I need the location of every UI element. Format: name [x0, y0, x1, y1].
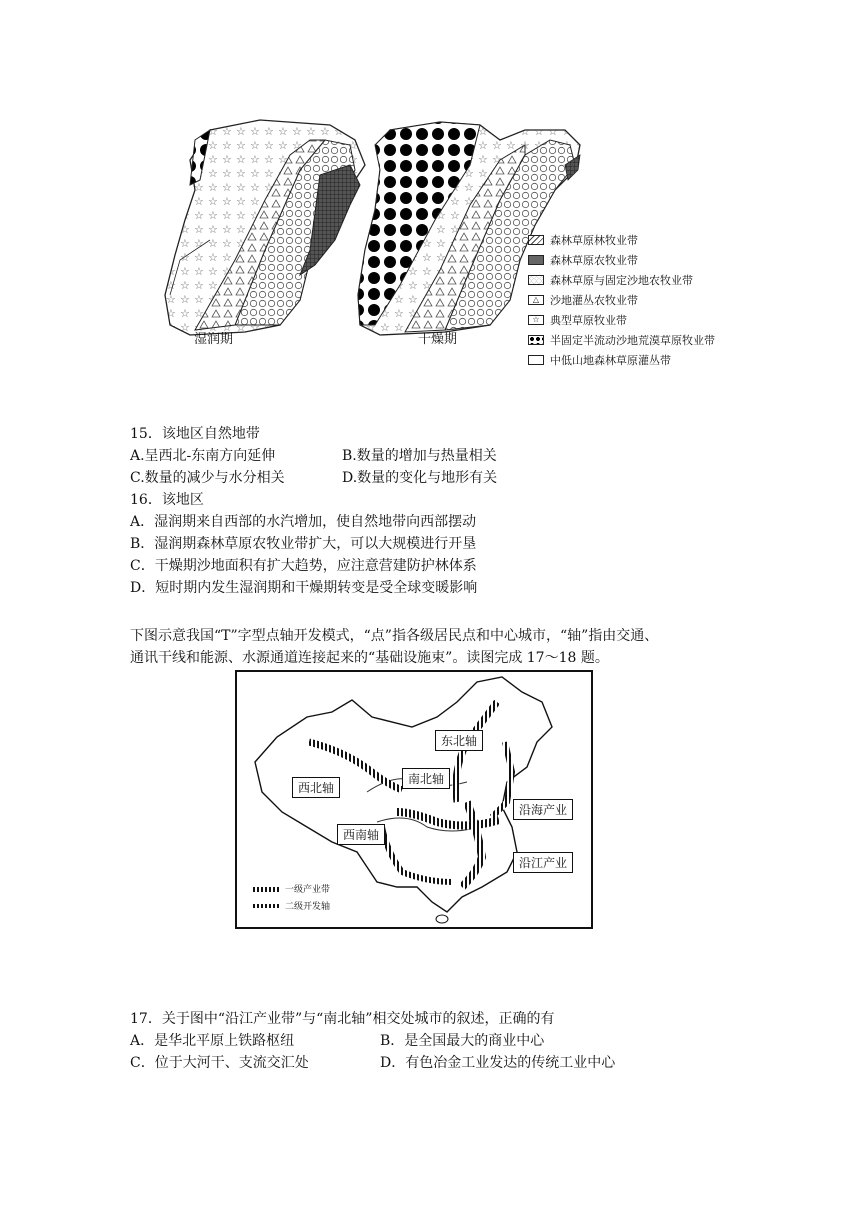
label-yanhai-industry: 沿海产业: [513, 799, 573, 820]
zone-legend: [528, 232, 748, 372]
legend-label: 中低山地森林草原灌丛带: [550, 354, 671, 367]
humid-period-map: [165, 120, 365, 335]
legend-item: [528, 352, 671, 368]
legend-label: 森林草原与固定沙地农牧业带: [550, 274, 693, 287]
legend-item: [528, 272, 693, 288]
q16-option-d: D．短时期内发生湿润期和干燥期转变是受全球变暖影响: [130, 580, 478, 596]
label-nanbei-axis: 南北轴: [402, 768, 450, 789]
swatch-stars: ☆: [528, 315, 544, 325]
dry-caption: 干燥期: [418, 332, 458, 347]
legend-item: [528, 232, 638, 248]
legend-label: 半固定半流动沙地荒漠草原牧业带: [550, 334, 715, 347]
q15-option-d: D.数量的变化与地形有关: [342, 470, 498, 486]
q16-option-c: C．干燥期沙地面积有扩大趋势，应注意营建防护林体系: [130, 558, 477, 574]
q15-option-a: A.呈西北-东南方向延伸: [130, 448, 276, 464]
swatch-dark-grid: [528, 255, 544, 265]
legend-item: [528, 292, 638, 308]
legend-label: 森林草原农牧业带: [550, 254, 638, 267]
swatch-diagonal: [528, 235, 544, 245]
swatch-triangles: △: [528, 295, 544, 305]
label-dongbei-axis: 东北轴: [435, 730, 483, 751]
intro-line-1: 下图示意我国“T”字型点轴开发模式，“点”指各级居民点和中心城市，“轴”指由交通、: [130, 628, 659, 644]
q16-option-b: B．湿润期森林草原农牧业带扩大，可以大规模进行开垦: [130, 536, 477, 552]
label-xibei-axis: 西北轴: [292, 777, 340, 798]
swatch-blank: [528, 355, 544, 365]
q17-option-a: A．是华北平原上铁路枢纽: [130, 1033, 295, 1049]
svg-text:二级开发轴: 二级开发轴: [285, 902, 331, 912]
swatch-black-dots: [528, 335, 544, 345]
question-15-stem: 15．该地区自然地带: [130, 426, 260, 442]
axis-legend: [251, 883, 330, 912]
legend-label: 沙地灌丛农牧业带: [550, 294, 638, 307]
swatch-circles: [528, 275, 544, 285]
svg-text:一级产业带: 一级产业带: [285, 885, 331, 895]
q17-option-b: B．是全国最大的商业中心: [380, 1033, 545, 1049]
q17-option-c: C．位于大河干、支流交汇处: [130, 1055, 309, 1071]
q16-option-a: A．湿润期来自西部的水汽增加，使自然地带向西部摆动: [130, 514, 477, 530]
question-17-stem: 17．关于图中“沿江产业带”与“南北轴”相交处城市的叙述，正确的有: [130, 1011, 555, 1027]
china-axis-map: [235, 670, 593, 929]
label-yanjiang-industry: 沿江产业: [513, 852, 573, 873]
q15-option-b: B.数量的增加与热量相关: [342, 448, 497, 464]
legend-label: 典型草原牧业带: [550, 314, 627, 327]
question-16-stem: 16．该地区: [130, 492, 204, 508]
intro-line-2: 通讯干线和能源、水源通道连接起来的“基础设施束”。读图完成 17～18 题。: [130, 650, 609, 666]
legend-label: 森林草原林牧业带: [550, 234, 638, 247]
label-xinan-axis: 西南轴: [337, 824, 385, 845]
humid-caption: 湿润期: [194, 332, 234, 347]
legend-item: [528, 332, 715, 348]
q15-option-c: C.数量的减少与水分相关: [130, 470, 285, 486]
vegetation-zone-figure: [150, 110, 740, 380]
q17-option-d: D．有色冶金工业发达的传统工业中心: [380, 1055, 616, 1071]
legend-item: [528, 252, 638, 268]
legend-item: [528, 312, 627, 328]
